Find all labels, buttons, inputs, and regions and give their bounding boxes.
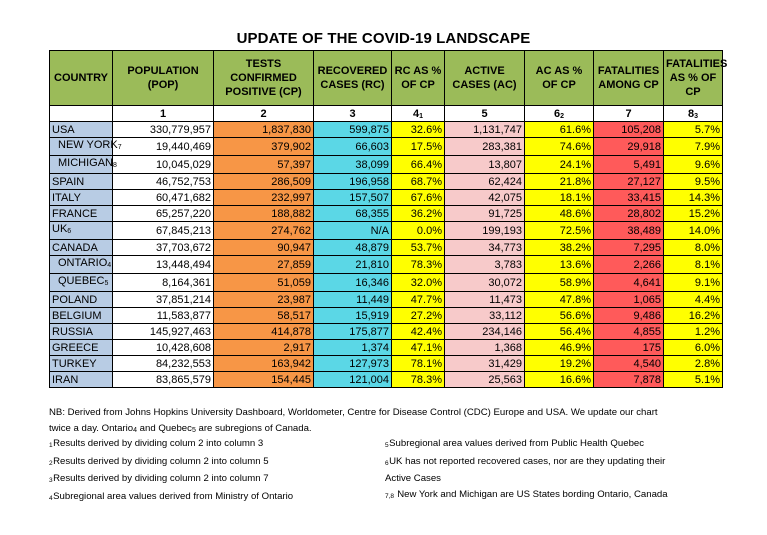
fat-pct-cell: 9.5% (664, 174, 723, 190)
fat-pct-cell: 5.7% (664, 122, 723, 138)
recovered-cell: 16,346 (314, 274, 392, 292)
population-cell: 83,865,579 (113, 372, 214, 388)
column-number: 7 (594, 106, 664, 122)
tests-cell: 23,987 (214, 292, 314, 308)
rc-pct-cell: 53.7% (392, 240, 445, 256)
population-cell: 67,845,213 (113, 222, 214, 240)
country-cell: TURKEY (50, 356, 113, 372)
fat-pct-cell: 14.0% (664, 222, 723, 240)
header-fat-pct: FATALITIES AS % OF CP (664, 51, 723, 106)
country-cell: $UK_6$ (50, 222, 113, 240)
tests-cell: 232,997 (214, 190, 314, 206)
population-cell: 84,232,553 (113, 356, 214, 372)
active-cell: 31,429 (445, 356, 525, 372)
ac-pct-cell: 13.6% (525, 256, 594, 274)
rc-pct-cell: 67.6% (392, 190, 445, 206)
recovered-cell: 48,879 (314, 240, 392, 256)
ac-pct-cell: 56.6% (525, 308, 594, 324)
rc-pct-cell: 42.4% (392, 324, 445, 340)
header-ac-pct: AC AS % OF CP (525, 51, 594, 106)
table-body (50, 122, 723, 388)
population-cell: 11,583,877 (113, 308, 214, 324)
footnote: 6UK has not reported recovered cases, nor are they updating their (385, 455, 666, 467)
tests-cell: 274,762 (214, 222, 314, 240)
active-cell: 91,725 (445, 206, 525, 222)
footnote: Active Cases (385, 473, 441, 484)
fatalities-cell: 4,855 (594, 324, 664, 340)
recovered-cell: 38,099 (314, 156, 392, 174)
column-number: 1 (113, 106, 214, 122)
active-cell: 199,193 (445, 222, 525, 240)
column-number: 2 (214, 106, 314, 122)
country-cell: ITALY (50, 190, 113, 206)
footnote: 2Results derived by dividing column 2 into column 5 (49, 455, 269, 467)
header-country: COUNTRY (50, 51, 113, 106)
column-number: $6_2$ (525, 106, 594, 122)
country-cell: RUSSIA (50, 324, 113, 340)
population-cell: 46,752,753 (113, 174, 214, 190)
country-cell: $MICHIGAN_8$ (50, 156, 113, 174)
rc-pct-cell: 32.6% (392, 122, 445, 138)
fatalities-cell: 4,540 (594, 356, 664, 372)
rc-pct-cell: 17.5% (392, 138, 445, 156)
fatalities-cell: 4,641 (594, 274, 664, 292)
active-cell: 25,563 (445, 372, 525, 388)
population-cell: 13,448,494 (113, 256, 214, 274)
header-fatalities: FATALITIES AMONG CP (594, 51, 664, 106)
recovered-cell: 66,603 (314, 138, 392, 156)
rc-pct-cell: 27.2% (392, 308, 445, 324)
fat-pct-cell: 6.0% (664, 340, 723, 356)
column-number-row (50, 106, 723, 122)
fatalities-cell: 1,065 (594, 292, 664, 308)
fat-pct-cell: 14.3% (664, 190, 723, 206)
fat-pct-cell: 1.2% (664, 324, 723, 340)
rc-pct-cell: 47.7% (392, 292, 445, 308)
tests-cell: 51,059 (214, 274, 314, 292)
footnote: 5Subregional area values derived from Public Health Quebec (385, 438, 645, 449)
header-rc-pct: RC AS % OF CP (392, 51, 445, 106)
fat-pct-cell: 8.1% (664, 256, 723, 274)
recovered-cell: 121,004 (314, 372, 392, 388)
footnotes-right (385, 436, 730, 504)
fatalities-cell: 29,918 (594, 138, 664, 156)
ac-pct-cell: 38.2% (525, 240, 594, 256)
fat-pct-cell: 15.2% (664, 206, 723, 222)
country-cell: IRAN (50, 372, 113, 388)
fatalities-cell: 7,878 (594, 372, 664, 388)
recovered-cell: 599,875 (314, 122, 392, 138)
ac-pct-cell: 16.6% (525, 372, 594, 388)
ac-pct-cell: 48.6% (525, 206, 594, 222)
table-row (50, 206, 723, 222)
column-number: 3 (314, 106, 392, 122)
country-cell: $QUEBEC_5$ (50, 274, 113, 292)
rc-pct-cell: 36.2% (392, 206, 445, 222)
active-cell: 30,072 (445, 274, 525, 292)
recovered-cell: N/A (314, 222, 392, 240)
country-cell: $ONTARIO_4$ (50, 256, 113, 274)
tests-cell: 414,878 (214, 324, 314, 340)
table-row (50, 340, 723, 356)
tests-cell: 188,882 (214, 206, 314, 222)
country-cell: BELGIUM (50, 308, 113, 324)
recovered-cell: 196,958 (314, 174, 392, 190)
fat-pct-cell: 5.1% (664, 372, 723, 388)
country-cell: FRANCE (50, 206, 113, 222)
fatalities-cell: 9,486 (594, 308, 664, 324)
active-cell: 3,783 (445, 256, 525, 274)
population-cell: 37,703,672 (113, 240, 214, 256)
fatalities-cell: 5,491 (594, 156, 664, 174)
table-row (50, 308, 723, 324)
column-number: 5 (445, 106, 525, 122)
country-cell: CANADA (50, 240, 113, 256)
ac-pct-cell: 18.1% (525, 190, 594, 206)
table-row (50, 256, 723, 274)
header-recovered: RECOVERED CASES (RC) (314, 51, 392, 106)
column-number: $4_1$ (392, 106, 445, 122)
tests-cell: 1,837,830 (214, 122, 314, 138)
fat-pct-cell: 2.8% (664, 356, 723, 372)
recovered-cell: 15,919 (314, 308, 392, 324)
table-row (50, 174, 723, 190)
active-cell: 13,807 (445, 156, 525, 174)
population-cell: 8,164,361 (113, 274, 214, 292)
population-cell: 10,428,608 (113, 340, 214, 356)
fatalities-cell: 105,208 (594, 122, 664, 138)
column-number (50, 106, 113, 122)
ac-pct-cell: 21.8% (525, 174, 594, 190)
tests-cell: 379,902 (214, 138, 314, 156)
ac-pct-cell: 72.5% (525, 222, 594, 240)
tests-cell: 27,859 (214, 256, 314, 274)
chart-title: UPDATE OF THE COVID-19 LANDSCAPE (236, 30, 531, 47)
population-cell: 330,779,957 (113, 122, 214, 138)
fat-pct-cell: 9.1% (664, 274, 723, 292)
table-row (50, 292, 723, 308)
footnotes-left (49, 436, 379, 506)
fat-pct-cell: 4.4% (664, 292, 723, 308)
table-row (50, 240, 723, 256)
recovered-cell: 1,374 (314, 340, 392, 356)
ac-pct-cell: 58.9% (525, 274, 594, 292)
population-cell: 37,851,214 (113, 292, 214, 308)
ac-pct-cell: 56.4% (525, 324, 594, 340)
table-row (50, 122, 723, 138)
table-row (50, 222, 723, 240)
footnote: 3Results derived by dividing column 2 into column 7 (49, 473, 269, 484)
population-cell: 145,927,463 (113, 324, 214, 340)
active-cell: 33,112 (445, 308, 525, 324)
fatalities-cell: 175 (594, 340, 664, 356)
fatalities-cell: 2,266 (594, 256, 664, 274)
table-row (50, 274, 723, 292)
fat-pct-cell: 7.9% (664, 138, 723, 156)
fat-pct-cell: 8.0% (664, 240, 723, 256)
country-cell: POLAND (50, 292, 113, 308)
population-cell: 10,045,029 (113, 156, 214, 174)
table-row (50, 324, 723, 340)
fat-pct-cell: 9.6% (664, 156, 723, 174)
table-row (50, 372, 723, 388)
fatalities-cell: 38,489 (594, 222, 664, 240)
ac-pct-cell: 61.6% (525, 122, 594, 138)
ac-pct-cell: 24.1% (525, 156, 594, 174)
footnote: 7,8 New York and Michigan are US States bording Ontario, Canada (385, 488, 668, 500)
active-cell: 11,473 (445, 292, 525, 308)
table-row (50, 356, 723, 372)
tests-cell: 154,445 (214, 372, 314, 388)
fatalities-cell: 7,295 (594, 240, 664, 256)
population-cell: 65,257,220 (113, 206, 214, 222)
country-cell: NEW $YORK_7$ (50, 138, 113, 156)
table-row (50, 190, 723, 206)
recovered-cell: 127,973 (314, 356, 392, 372)
recovered-cell: 21,810 (314, 256, 392, 274)
ac-pct-cell: 46.9% (525, 340, 594, 356)
tests-cell: 163,942 (214, 356, 314, 372)
active-cell: 234,146 (445, 324, 525, 340)
nb-note-line2: twice a day. Ontario$_4$ and Quebec$_5$ are subregions of Canada. (49, 422, 312, 434)
active-cell: 62,424 (445, 174, 525, 190)
notes-block (49, 405, 729, 438)
footnote: 1Results derived by dividing colum 2 into column 3 (49, 438, 264, 449)
fat-pct-cell: 16.2% (664, 308, 723, 324)
rc-pct-cell: 78.3% (392, 372, 445, 388)
ac-pct-cell: 74.6% (525, 138, 594, 156)
active-cell: 283,381 (445, 138, 525, 156)
covid-table (49, 50, 728, 388)
active-cell: 42,075 (445, 190, 525, 206)
header-active: ACTIVE CASES (AC) (445, 51, 525, 106)
active-cell: 34,773 (445, 240, 525, 256)
rc-pct-cell: 0.0% (392, 222, 445, 240)
recovered-cell: 68,355 (314, 206, 392, 222)
recovered-cell: 157,507 (314, 190, 392, 206)
rc-pct-cell: 78.1% (392, 356, 445, 372)
nb-note-line1: NB: Derived from Johns Hopkins University Dashboard, Worldometer, Centre for Disease Control (CDC) Europe and USA. We update our chart (49, 407, 658, 418)
column-number: $8_3$ (664, 106, 723, 122)
recovered-cell: 11,449 (314, 292, 392, 308)
fatalities-cell: 27,127 (594, 174, 664, 190)
population-cell: 60,471,682 (113, 190, 214, 206)
rc-pct-cell: 47.1% (392, 340, 445, 356)
table-row (50, 156, 723, 174)
rc-pct-cell: 66.4% (392, 156, 445, 174)
fatalities-cell: 28,802 (594, 206, 664, 222)
rc-pct-cell: 68.7% (392, 174, 445, 190)
table-row (50, 138, 723, 156)
ac-pct-cell: 19.2% (525, 356, 594, 372)
tests-cell: 57,397 (214, 156, 314, 174)
active-cell: 1,368 (445, 340, 525, 356)
rc-pct-cell: 32.0% (392, 274, 445, 292)
footnote: 4Subregional area values derived from Ministry of Ontario (49, 490, 294, 502)
country-cell: USA (50, 122, 113, 138)
rc-pct-cell: 78.3% (392, 256, 445, 274)
header-population: POPULATION (POP) (113, 51, 214, 106)
tests-cell: 90,947 (214, 240, 314, 256)
recovered-cell: 175,877 (314, 324, 392, 340)
tests-cell: 286,509 (214, 174, 314, 190)
population-cell: 19,440,469 (113, 138, 214, 156)
country-cell: SPAIN (50, 174, 113, 190)
tests-cell: 2,917 (214, 340, 314, 356)
header-tests-confirmed: TESTS CONFIRMED POSITIVE (CP) (214, 51, 314, 106)
country-cell: GREECE (50, 340, 113, 356)
tests-cell: 58,517 (214, 308, 314, 324)
fatalities-cell: 33,415 (594, 190, 664, 206)
active-cell: 1,131,747 (445, 122, 525, 138)
header-row (50, 51, 723, 106)
ac-pct-cell: 47.8% (525, 292, 594, 308)
